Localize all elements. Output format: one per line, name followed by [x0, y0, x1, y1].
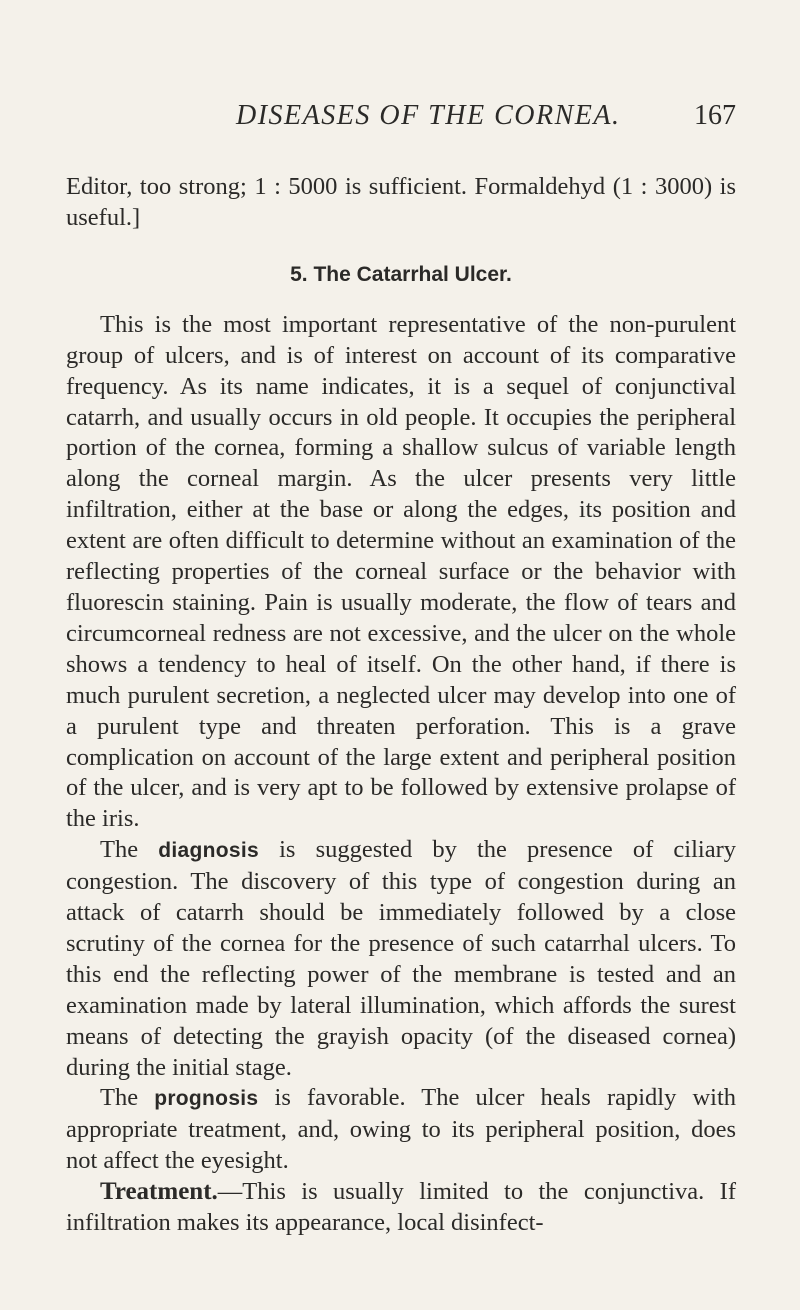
paragraph-diagnosis	[66, 835, 736, 1083]
paragraph-prognosis	[66, 1083, 736, 1177]
paragraph-treatment	[66, 1177, 736, 1239]
diagnosis-prefix: The	[100, 836, 159, 864]
opening-paragraph: Editor, too strong; 1 : 5000 is sufficient. Formaldehyd (1 : 3000) is useful.]	[66, 173, 736, 231]
prognosis-prefix: The	[100, 1084, 155, 1112]
treatment-keyword: Treatment.	[100, 1178, 218, 1206]
prognosis-text: is favorable. The ulcer heals rapidly with appropriate treatment, and, owing to its peripheral position, does not affect the eyesight.	[66, 1084, 737, 1175]
prognosis-keyword: prognosis	[154, 1087, 259, 1111]
running-head	[236, 100, 736, 140]
running-title: DISEASES OF THE CORNEA.	[236, 100, 621, 131]
diagnosis-keyword: diagnosis	[158, 839, 259, 863]
section-heading: 5. The Catarrhal Ulcer.	[290, 262, 512, 286]
diagnosis-text: is suggested by the presence of ciliary congestion. The discovery of this type of congestion during an attack of catarrh should be immediately followed by a close scrutiny of the cornea for the presence of such catarrhal ulcers. To this end the reflecting power of the membrane is tested and an examination made by lateral illumination, which affords the surest means of detecting the grayish opacity (of the diseased cornea) during the initial stage.	[66, 836, 736, 1081]
paragraph-catarrhal-ulcer: This is the most important representative of the non-purulent group of ulcers, and is of interest on account of its comparative frequency. As its name indicates, it is a sequel of conjunctival catarrh, and usually occurs in old people. It occupies the peripheral portion of the cornea, forming a shallow sulcus of variable length along the corneal margin. As the ulcer presents very little infiltration, either at the base or along the edges, its position and extent are often difficult to determine without an examination of the reflecting properties of the corneal surface or the behavior with fluorescin staining. Pain is usually moderate, the flow of tears and circumcorneal redness are not excessive, and the ulcer on the whole shows a tendency to heal of itself. On the other hand, if there is much purulent secretion, a neglected ulcer may develop into one of a purulent type and threaten perforation. This is a grave complication on account of the large extent and peripheral position of the ulcer, and is very apt to be followed by extensive prolapse of the iris.	[66, 310, 736, 833]
page-number: 167	[694, 100, 736, 131]
body-text	[66, 172, 736, 1239]
treatment-text: —This is usually limited to the conjunctiva. If infiltration makes its appearance, local disinfect-	[66, 1178, 736, 1237]
